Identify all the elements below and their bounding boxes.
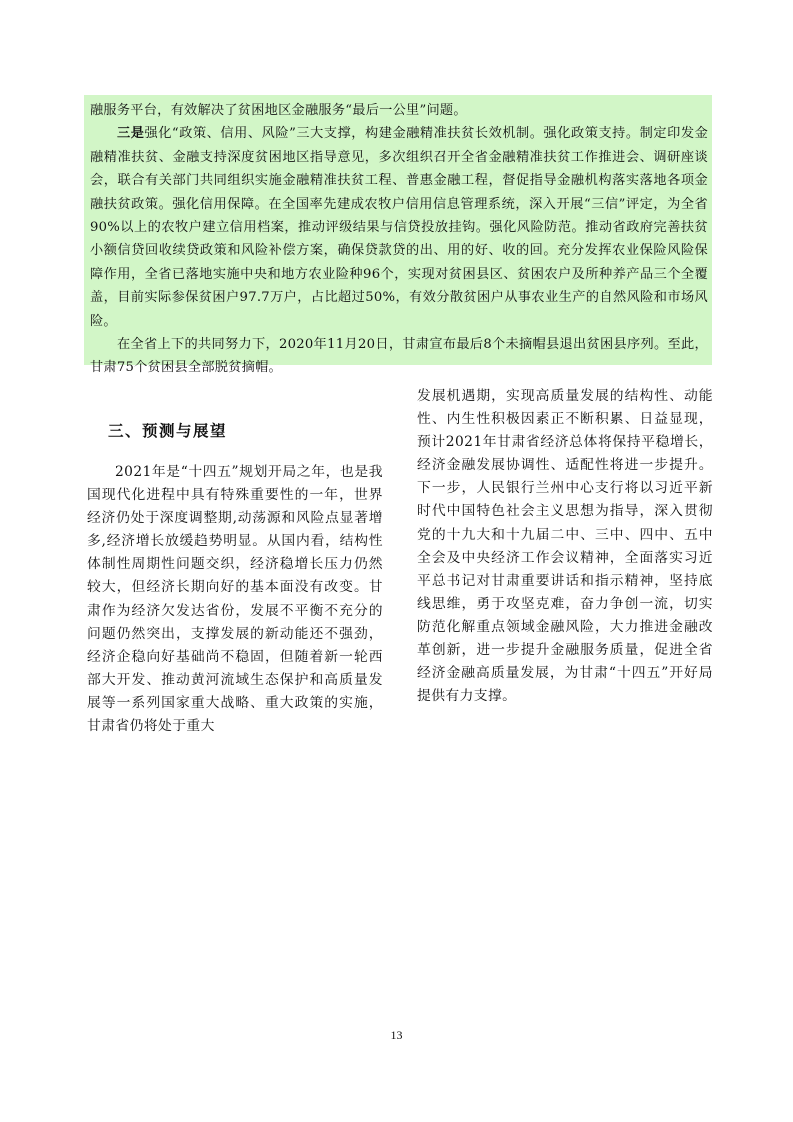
point-three-lead: 三是 xyxy=(117,126,145,142)
outlook-paragraph-right: 发展机遇期，实现高质量发展的结构性、动能性、内生性积极因素正不断积累、日益显现，预计2021年甘肃省经济总体将保持平稳增长，经济金融发展协调性、适配性将进一步提升。下一步，人民银行兰州中心支行将以习近平新时代中国特色社会主义思想为指导，深入贯彻党的十九大和十九届二中、三中、四中、五中全会及中央经济工作会议精神，全面落实习近平总书记对甘肃重要讲话和指示精神，坚持底线思维，勇于攻坚克难，奋力争创一流，切实防范化解重点领域金融风险，大力推进金融改革创新，进一步提升金融服务质量，促进全省经济金融高质量发展，为甘肃“十四五”开好局提供有力支撑。 xyxy=(417,388,713,705)
page-number: 13 xyxy=(390,1028,403,1042)
point-three-text: 强化“政策、信用、风险”三大支撑，构建金融精准扶贫长效机制。强化政策支持。制定印发金融精准扶贫、金融支持深度贫困地区指导意见，多次组织召开全省金融精准扶贫工作推进会、调研座谈会，联合有关部门共同组织实施金融精准扶贫工程、普惠金融工程，督促指导金融机构落实落地各项金融扶贫政策。强化信用保障。在全国率先建成农牧户信用信息管理系统，深入开展“三信”评定，为全省90%以上的农牧户建立信用档案，推动评级结果与信贷投放挂钩。强化风险防范。推动省政府完善扶贫小额信贷回收续贷政策和风险补偿方案，确保贷款贷的出、用的好、收的回。充分发挥农业保险风险保障作用，全省已落地实施中央和地方农业险种96个，实现对贫困县区、贫困农户及所种养产品三个全覆盖，目前实际参保贫困户97.7万户，占比超过50%，有效分散贫困户从事农业生产的自然风险和市场风险。 xyxy=(90,126,709,329)
box-point-three xyxy=(90,122,708,333)
highlight-box xyxy=(84,95,712,376)
outlook-paragraph-left: 2021年是“十四五”规划开局之年，也是我国现代化进程中具有特殊重要性的一年，世界经济仍处于深度调整期,动荡源和风险点显著增多,经济增长放缓趋势明显。从国内看，结构性体制性周期性问题交织，经济稳增长压力仍然较大，但经济长期向好的基本面没有改变。甘肃作为经济欠发达省份，发展不平衡不充分的问题仍然突出，支撑发展的新动能还不强劲，经济企稳向好基础尚不稳固，但随着新一轮西部大开发、推动黄河流域生态保护和高质量发展等一系列国家重大战略、重大政策的实施，甘肃省仍将处于重大 xyxy=(87,464,383,735)
box-conclusion: 在全省上下的共同努力下，2020年11月20日，甘肃宣布最后8个未摘帽县退出贫困县序列。至此，甘肃75个贫困县全部脱贫摘帽。 xyxy=(90,337,708,376)
section-heading: 三、预测与展望 xyxy=(108,422,228,440)
box-first-line: 融服务平台，有效解决了贫困地区金融服务“最后一公里”问题。 xyxy=(90,103,467,118)
